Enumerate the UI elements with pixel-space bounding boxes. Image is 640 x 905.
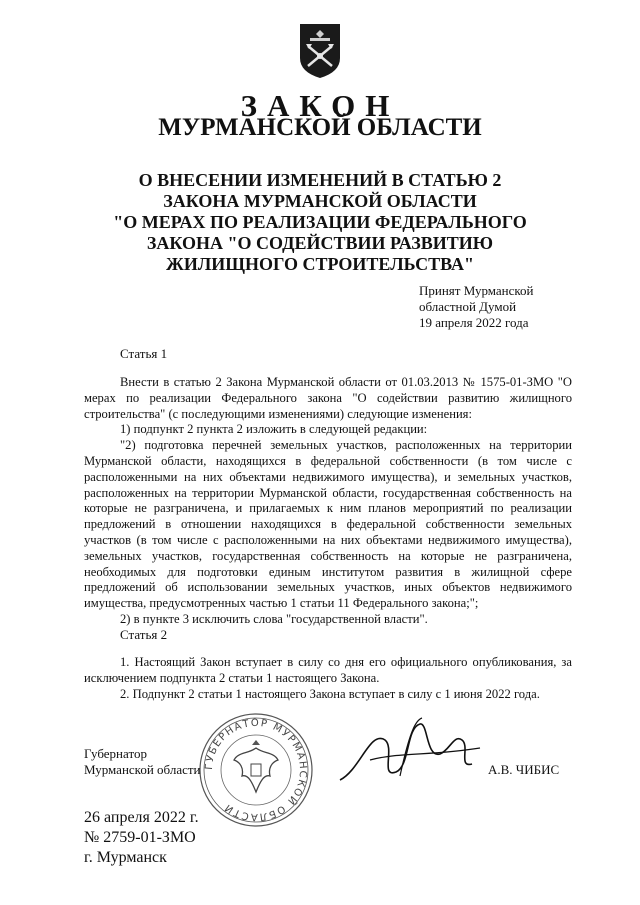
subtitle-line: ЖИЛИЩНОГО СТРОИТЕЛЬСТВА" xyxy=(166,254,474,274)
position-line: Мурманской области xyxy=(84,762,201,777)
article-1-body xyxy=(84,375,572,628)
subtitle-line: О ВНЕСЕНИИ ИЗМЕНЕНИЙ В СТАТЬЮ 2 xyxy=(138,170,502,190)
article-1-heading: Статья 1 xyxy=(120,346,168,361)
coat-of-arms-icon xyxy=(296,22,344,80)
region-title: МУРМАНСКОЙ ОБЛАСТИ xyxy=(158,114,482,141)
document-type-title: ЗАКОН xyxy=(240,88,400,123)
law-number: № 2759-01-ЗМО xyxy=(84,829,196,846)
handwritten-signature-icon xyxy=(330,710,490,790)
law-subtitle xyxy=(90,170,550,275)
adoption-note xyxy=(419,283,534,331)
position-line: Губернатор xyxy=(84,746,147,761)
official-seal-icon xyxy=(198,712,314,828)
signatory-position xyxy=(84,746,201,778)
signing-date: 26 апреля 2022 г. xyxy=(84,809,199,826)
city: г. Мурманск xyxy=(84,849,167,866)
paragraph: 1. Настоящий Закон вступает в силу со дня его официального опубликования, за исключением подпункта 2 статьи 1 настоящего Закона. xyxy=(84,655,572,685)
svg-text:ГУБЕРНАТОР МУРМАНСКОЙ ОБЛАСТИ: ГУБЕРНАТОР МУРМАНСКОЙ ОБЛАСТИ xyxy=(203,717,309,823)
signatory-name: А.В. ЧИБИС xyxy=(488,762,560,777)
subtitle-line: "О МЕРАХ ПО РЕАЛИЗАЦИИ ФЕДЕРАЛЬНОГО xyxy=(113,212,527,232)
adoption-line: Принят Мурманской xyxy=(419,283,534,298)
article-2-body xyxy=(84,655,572,702)
article-2-heading: Статья 2 xyxy=(120,627,168,642)
paragraph: 1) подпункт 2 пункта 2 изложить в следующей редакции: xyxy=(120,422,428,437)
adoption-line: областной Думой xyxy=(419,299,517,314)
registration-block xyxy=(84,808,199,868)
paragraph: 2) в пункте 3 исключить слова "государственной власти". xyxy=(120,611,428,626)
adoption-date: 19 апреля 2022 года xyxy=(419,315,529,330)
subtitle-line: ЗАКОНА "О СОДЕЙСТВИИ РАЗВИТИЮ xyxy=(146,233,494,253)
paragraph: 2. Подпункт 2 статьи 1 настоящего Закона вступает в силу с 1 июня 2022 года. xyxy=(120,686,540,701)
paragraph: "2) подготовка перечней земельных участков, расположенных на территории Мурманской области, находящихся в федеральной собственности (в том числе с расположенными на них объектами недвижимого имущества), и земельных участков, расположенных на территории Мурманской области, государственная собственность на которые не разграничена, и прилагаемых к ним планов мероприятий по реализации предложений в отношении находящихся в федеральной собственности земельных участков (в том числе с расположенными на них объектами недвижимого имущества), земельных участков, государственная собственность на которые не разграничена, необходимых для подготовки единым институтом развития в жилищной сфере предложений об использовании земельных участков, иных объектов недвижимого имущества, предусмотренных частью 1 статьи 11 Федерального закона;"; xyxy=(84,438,572,611)
paragraph: Внести в статью 2 Закона Мурманской области от 01.03.2013 № 1575-01-ЗМО "О мерах по реализации Федерального закона "О содействии развитию жилищного строительства" (с последующими изменениями) следующие изменения: xyxy=(84,375,572,421)
subtitle-line: ЗАКОНА МУРМАНСКОЙ ОБЛАСТИ xyxy=(163,191,477,211)
